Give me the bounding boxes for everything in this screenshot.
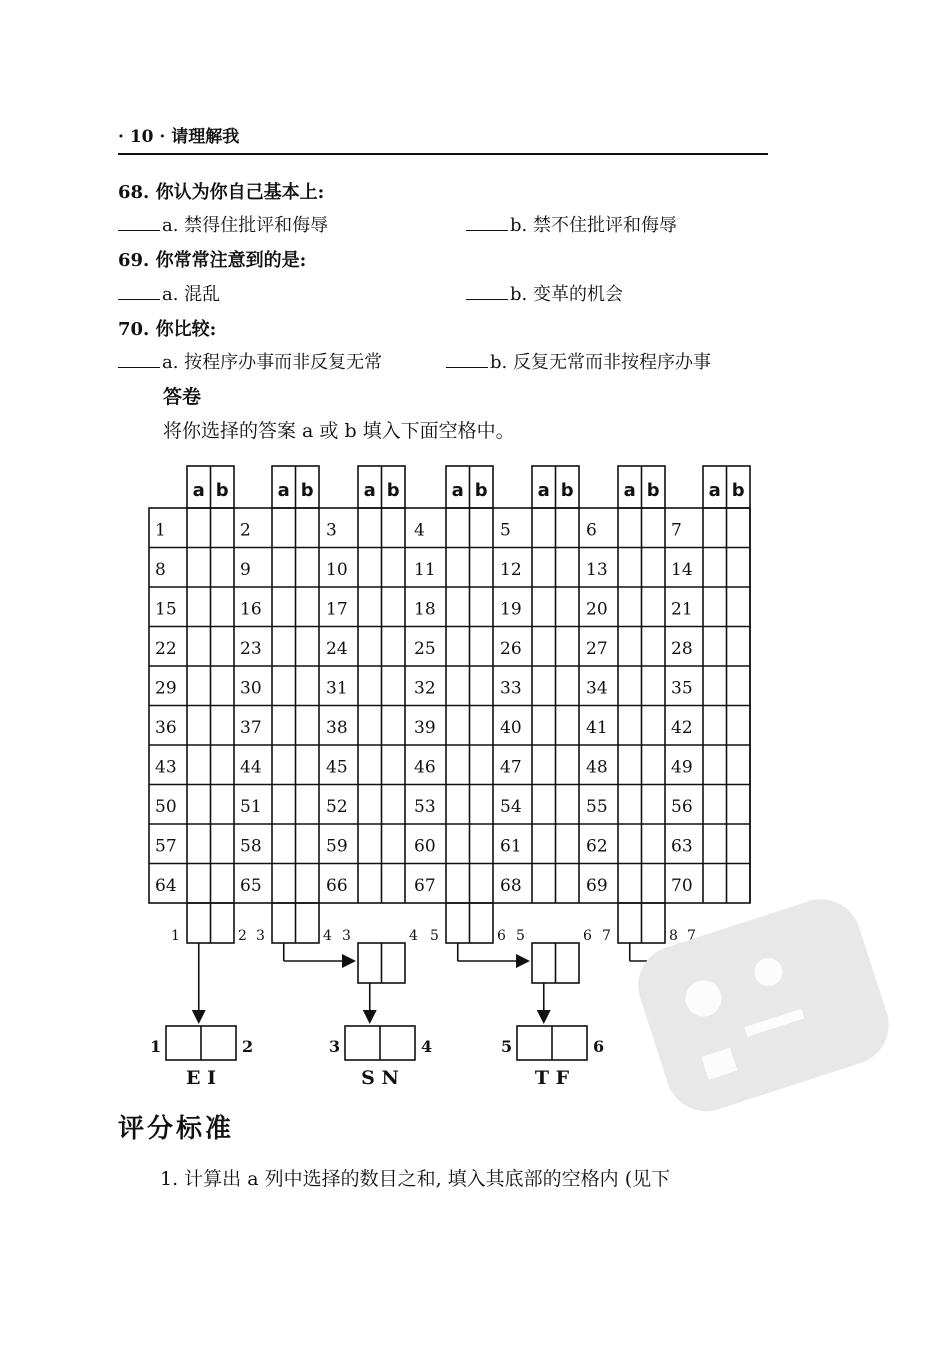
answer-cell-8-b[interactable] xyxy=(213,550,233,586)
answer-cell-18-b[interactable] xyxy=(472,589,492,625)
answer-cell-56-b[interactable] xyxy=(729,787,749,823)
answer-cell-67-b[interactable] xyxy=(472,866,492,902)
question-number-cell: 65 xyxy=(240,876,262,896)
question-number-cell: 52 xyxy=(326,797,348,817)
answer-cell-38-a[interactable] xyxy=(360,708,380,744)
question-number-cell: 67 xyxy=(414,876,436,896)
answer-cell-5-b[interactable] xyxy=(558,510,578,546)
option-text: b. 反复无常而非按程序办事 xyxy=(490,352,711,373)
question-number-cell: 16 xyxy=(240,599,262,620)
question-number-cell: 49 xyxy=(671,757,693,778)
answer-cell-22-a[interactable] xyxy=(189,629,209,665)
column-a-label: a xyxy=(537,480,550,501)
column-b-label: b xyxy=(386,480,400,501)
question-number-cell: 56 xyxy=(671,797,693,817)
question-number-cell: 4 xyxy=(414,520,425,541)
page-number: · 10 · xyxy=(118,127,166,147)
column-a-label: a xyxy=(277,480,290,501)
answer-cell-42-b[interactable] xyxy=(729,708,749,744)
answer-cell-21-b[interactable] xyxy=(729,589,749,625)
answer-cell-65-b[interactable] xyxy=(298,866,318,902)
answer-cell-64-a[interactable] xyxy=(189,866,209,902)
question-number-cell: 11 xyxy=(414,560,436,580)
arrow-right-icon xyxy=(516,954,530,968)
result-label-left: 3 xyxy=(329,1037,341,1056)
answer-cell-10-b[interactable] xyxy=(384,550,404,586)
answer-cell-35-b[interactable] xyxy=(729,668,749,704)
question-number-cell: 43 xyxy=(155,757,177,778)
type-letters: T F xyxy=(534,1067,570,1089)
column-b-label: b xyxy=(215,480,229,501)
answer-cell-34-a[interactable] xyxy=(620,668,640,704)
answer-cell-48-b[interactable] xyxy=(644,747,664,783)
answer-cell-43-a[interactable] xyxy=(189,747,209,783)
answer-cell-62-a[interactable] xyxy=(620,826,640,862)
answer-cell-55-b[interactable] xyxy=(644,787,664,823)
answer-cell-23-a[interactable] xyxy=(274,629,294,665)
question-number-cell: 32 xyxy=(414,678,436,699)
question-number-cell: 45 xyxy=(326,757,348,778)
answer-cell-13-b[interactable] xyxy=(644,550,664,586)
question-number-cell: 53 xyxy=(414,797,436,817)
sum-label-right: 2 xyxy=(238,928,247,944)
answer-cell-35-a[interactable] xyxy=(705,668,725,704)
answer-cell-41-b[interactable] xyxy=(644,708,664,744)
question-number-cell: 13 xyxy=(586,560,608,580)
answer-cell-54-a[interactable] xyxy=(534,787,554,823)
question-number-cell: 64 xyxy=(155,876,177,896)
question-number-cell: 8 xyxy=(155,560,166,580)
answer-cell-67-a[interactable] xyxy=(448,866,468,902)
answer-cell-53-a[interactable] xyxy=(448,787,468,823)
answer-cell-57-a[interactable] xyxy=(189,826,209,862)
answer-cell-63-b[interactable] xyxy=(729,826,749,862)
answer-cell-1-b[interactable] xyxy=(213,510,233,546)
question-number-cell: 69 xyxy=(586,876,608,896)
answer-cell-12-a[interactable] xyxy=(534,550,554,586)
question-number-cell: 10 xyxy=(326,560,348,580)
answer-cell-36-b[interactable] xyxy=(213,708,233,744)
answer-cell-46-b[interactable] xyxy=(472,747,492,783)
question-number-cell: 12 xyxy=(500,560,522,580)
column-b-label: b xyxy=(560,480,574,501)
sum-label-left: 3 xyxy=(256,928,265,944)
question-number-cell: 22 xyxy=(155,639,177,659)
type-letters: E I xyxy=(186,1067,216,1089)
answer-cell-54-b[interactable] xyxy=(558,787,578,823)
question-number-cell: 5 xyxy=(500,520,511,541)
question-number-cell: 3 xyxy=(326,520,337,541)
answer-cell-51-a[interactable] xyxy=(274,787,294,823)
column-a-label: a xyxy=(708,480,721,501)
answer-cell-31-a[interactable] xyxy=(360,668,380,704)
question-number-cell: 23 xyxy=(240,639,262,659)
answer-cell-17-b[interactable] xyxy=(384,589,404,625)
question-number-cell: 60 xyxy=(414,836,436,857)
answer-cell-42-a[interactable] xyxy=(705,708,725,744)
question-number-cell: 70 xyxy=(671,876,693,896)
answer-cell-47-b[interactable] xyxy=(558,747,578,783)
answer-cell-29-b[interactable] xyxy=(213,668,233,704)
option-text: a. 按程序办事而非反复无常 xyxy=(162,352,383,373)
question-number-cell: 63 xyxy=(671,836,693,857)
question-number-cell: 51 xyxy=(240,797,262,817)
question-number-cell: 41 xyxy=(586,718,608,738)
answer-cell-50-b[interactable] xyxy=(213,787,233,823)
answer-cell-44-a[interactable] xyxy=(274,747,294,783)
sum-label-right: 8 xyxy=(669,928,678,944)
answer-cell-24-a[interactable] xyxy=(360,629,380,665)
question-number-cell: 47 xyxy=(500,757,522,778)
answer-cell-22-b[interactable] xyxy=(213,629,233,665)
question-number-cell: 39 xyxy=(414,718,436,738)
answer-cell-24-b[interactable] xyxy=(384,629,404,665)
arrow-right-icon xyxy=(342,954,356,968)
answer-cell-27-a[interactable] xyxy=(620,629,640,665)
answer-cell-20-b[interactable] xyxy=(644,589,664,625)
watermark-seal xyxy=(620,880,910,1140)
answer-cell-30-a[interactable] xyxy=(274,668,294,704)
answer-cell-30-b[interactable] xyxy=(298,668,318,704)
question-number-cell: 24 xyxy=(326,639,348,659)
answer-cell-4-a[interactable] xyxy=(448,510,468,546)
sum-label-right: 6 xyxy=(583,928,592,944)
answer-cell-41-a[interactable] xyxy=(620,708,640,744)
answer-cell-8-a[interactable] xyxy=(189,550,209,586)
question-number-cell: 31 xyxy=(326,678,348,699)
question-number-cell: 15 xyxy=(155,599,177,620)
answer-cell-58-a[interactable] xyxy=(274,826,294,862)
answer-cell-33-b[interactable] xyxy=(558,668,578,704)
question-number-cell: 57 xyxy=(155,836,177,857)
question-number-cell: 55 xyxy=(586,797,608,817)
column-a-label: a xyxy=(192,480,205,501)
result-label-left: 1 xyxy=(150,1037,162,1056)
question-number-cell: 42 xyxy=(671,718,693,738)
sum-label-left: 7 xyxy=(602,928,611,944)
answer-cell-44-b[interactable] xyxy=(298,747,318,783)
answer-cell-6-b[interactable] xyxy=(644,510,664,546)
sum-label-left: 5 xyxy=(430,928,439,944)
question-number-cell: 68 xyxy=(500,876,522,896)
answer-cell-10-a[interactable] xyxy=(360,550,380,586)
question-number-cell: 20 xyxy=(586,599,608,620)
answer-cell-36-a[interactable] xyxy=(189,708,209,744)
answer-cell-66-a[interactable] xyxy=(360,866,380,902)
answer-cell-5-a[interactable] xyxy=(534,510,554,546)
answer-cell-25-b[interactable] xyxy=(472,629,492,665)
question-number-cell: 28 xyxy=(671,639,693,659)
scoring-heading: 评分标准 xyxy=(118,1114,235,1144)
answer-cell-62-b[interactable] xyxy=(644,826,664,862)
answer-cell-40-b[interactable] xyxy=(558,708,578,744)
answer-cell-27-b[interactable] xyxy=(644,629,664,665)
answer-cell-11-b[interactable] xyxy=(472,550,492,586)
answer-cell-59-a[interactable] xyxy=(360,826,380,862)
answer-cell-29-a[interactable] xyxy=(189,668,209,704)
column-b-label: b xyxy=(646,480,660,501)
arrow-down-icon xyxy=(192,1010,206,1024)
question-number-cell: 2 xyxy=(240,520,251,541)
answer-cell-38-b[interactable] xyxy=(384,708,404,744)
column-b-label: b xyxy=(731,480,745,501)
question-text: 你比较: xyxy=(155,319,217,340)
scoring-item-1: 1. 计算出 a 列中选择的数目之和, 填入其底部的空格内 (见下 xyxy=(160,1168,671,1190)
question-number-cell: 18 xyxy=(414,599,436,620)
answer-cell-58-b[interactable] xyxy=(298,826,318,862)
question-number-cell: 66 xyxy=(326,876,348,896)
answer-cell-68-a[interactable] xyxy=(534,866,554,902)
answer-cell-46-a[interactable] xyxy=(448,747,468,783)
question-number-cell: 48 xyxy=(586,757,608,778)
answer-cell-23-b[interactable] xyxy=(298,629,318,665)
answer-cell-20-a[interactable] xyxy=(620,589,640,625)
question-number-cell: 59 xyxy=(326,836,348,857)
sum-label-right: 4 xyxy=(323,928,332,944)
answer-cell-37-a[interactable] xyxy=(274,708,294,744)
sum-label-left: 5 xyxy=(516,928,525,944)
question-number: 70. xyxy=(118,319,150,340)
answer-cell-52-a[interactable] xyxy=(360,787,380,823)
answer-cell-17-a[interactable] xyxy=(360,589,380,625)
answer-cell-7-a[interactable] xyxy=(705,510,725,546)
answer-cell-31-b[interactable] xyxy=(384,668,404,704)
answer-cell-28-b[interactable] xyxy=(729,629,749,665)
answer-cell-50-a[interactable] xyxy=(189,787,209,823)
answer-cell-43-b[interactable] xyxy=(213,747,233,783)
answer-cell-63-a[interactable] xyxy=(705,826,725,862)
answer-cell-32-a[interactable] xyxy=(448,668,468,704)
question-number-cell: 58 xyxy=(240,836,262,857)
answer-sheet-instruction: 将你选择的答案 a 或 b 填入下面空格中。 xyxy=(163,420,515,442)
question-number-cell: 7 xyxy=(671,520,682,541)
type-letters: S N xyxy=(361,1067,399,1089)
column-a-label: a xyxy=(363,480,376,501)
sum-label-left: 3 xyxy=(342,928,351,944)
option-text: b. 变革的机会 xyxy=(510,284,623,305)
answer-cell-26-b[interactable] xyxy=(558,629,578,665)
answer-cell-40-a[interactable] xyxy=(534,708,554,744)
question-number-cell: 26 xyxy=(500,639,522,659)
answer-cell-48-a[interactable] xyxy=(620,747,640,783)
result-label-right: 2 xyxy=(242,1037,254,1056)
sum-label-right: 6 xyxy=(497,928,506,944)
answer-cell-9-a[interactable] xyxy=(274,550,294,586)
answer-cell-6-a[interactable] xyxy=(620,510,640,546)
question-number-cell: 25 xyxy=(414,639,436,659)
answer-cell-3-b[interactable] xyxy=(384,510,404,546)
answer-cell-57-b[interactable] xyxy=(213,826,233,862)
answer-cell-47-a[interactable] xyxy=(534,747,554,783)
answer-cell-9-b[interactable] xyxy=(298,550,318,586)
question-number-cell: 35 xyxy=(671,678,693,699)
answer-cell-45-a[interactable] xyxy=(360,747,380,783)
answer-cell-18-a[interactable] xyxy=(448,589,468,625)
answer-cell-61-b[interactable] xyxy=(558,826,578,862)
answer-cell-34-b[interactable] xyxy=(644,668,664,704)
answer-cell-28-a[interactable] xyxy=(705,629,725,665)
question-number-cell: 9 xyxy=(240,560,251,580)
question-number-cell: 6 xyxy=(586,520,597,541)
question-number-cell: 14 xyxy=(671,560,693,580)
answer-cell-60-a[interactable] xyxy=(448,826,468,862)
answer-cell-3-a[interactable] xyxy=(360,510,380,546)
answer-cell-25-a[interactable] xyxy=(448,629,468,665)
sum-label-right: 4 xyxy=(409,928,418,944)
question-number-cell: 21 xyxy=(671,599,693,620)
question-number: 69. xyxy=(118,250,150,271)
answer-cell-39-a[interactable] xyxy=(448,708,468,744)
answer-cell-37-b[interactable] xyxy=(298,708,318,744)
answer-cell-21-a[interactable] xyxy=(705,589,725,625)
question-text: 你认为你自己基本上: xyxy=(155,182,325,203)
answer-cell-19-a[interactable] xyxy=(534,589,554,625)
question-number-cell: 30 xyxy=(240,678,262,699)
answer-cell-53-b[interactable] xyxy=(472,787,492,823)
answer-cell-13-a[interactable] xyxy=(620,550,640,586)
answer-cell-7-b[interactable] xyxy=(729,510,749,546)
answer-cell-49-b[interactable] xyxy=(729,747,749,783)
question-number-cell: 44 xyxy=(240,757,262,778)
answer-cell-49-a[interactable] xyxy=(705,747,725,783)
question-number-cell: 27 xyxy=(586,639,608,659)
sum-label-left: 7 xyxy=(687,928,696,944)
column-b-label: b xyxy=(300,480,314,501)
question-number-cell: 34 xyxy=(586,678,608,699)
answer-cell-51-b[interactable] xyxy=(298,787,318,823)
answer-cell-59-b[interactable] xyxy=(384,826,404,862)
arrow-down-icon xyxy=(363,1010,377,1024)
answer-cell-33-a[interactable] xyxy=(534,668,554,704)
column-b-label: b xyxy=(474,480,488,501)
answer-cell-68-b[interactable] xyxy=(558,866,578,902)
book-title: 请理解我 xyxy=(171,127,240,147)
question-number-cell: 36 xyxy=(155,718,177,738)
question-number-cell: 54 xyxy=(500,797,522,817)
answer-cell-64-b[interactable] xyxy=(213,866,233,902)
question-number-cell: 1 xyxy=(155,520,166,541)
question-number-cell: 38 xyxy=(326,718,348,738)
answer-cell-39-b[interactable] xyxy=(472,708,492,744)
question-number-cell: 50 xyxy=(155,797,177,817)
answer-cell-66-b[interactable] xyxy=(384,866,404,902)
answer-cell-15-b[interactable] xyxy=(213,589,233,625)
question-number-cell: 61 xyxy=(500,836,522,857)
option-text: a. 混乱 xyxy=(162,284,221,305)
column-a-label: a xyxy=(451,480,464,501)
option-text: a. 禁得住批评和侮辱 xyxy=(162,215,329,236)
question-number-cell: 40 xyxy=(500,718,522,738)
question-number-cell: 46 xyxy=(414,757,436,778)
question-number-cell: 62 xyxy=(586,836,608,857)
column-a-label: a xyxy=(623,480,636,501)
answer-cell-2-a[interactable] xyxy=(274,510,294,546)
question-number-cell: 33 xyxy=(500,678,522,699)
arrow-down-icon xyxy=(537,1010,551,1024)
result-label-left: 5 xyxy=(501,1037,513,1056)
answer-cell-4-b[interactable] xyxy=(472,510,492,546)
question-number-cell: 17 xyxy=(326,599,348,620)
answer-cell-55-a[interactable] xyxy=(620,787,640,823)
answer-cell-60-b[interactable] xyxy=(472,826,492,862)
answer-cell-14-b[interactable] xyxy=(729,550,749,586)
answer-cell-52-b[interactable] xyxy=(384,787,404,823)
answer-cell-19-b[interactable] xyxy=(558,589,578,625)
question-text: 你常常注意到的是: xyxy=(155,250,307,271)
answer-cell-12-b[interactable] xyxy=(558,550,578,586)
answer-cell-14-a[interactable] xyxy=(705,550,725,586)
answer-cell-2-b[interactable] xyxy=(298,510,318,546)
result-label-right: 6 xyxy=(593,1037,605,1056)
result-label-right: 4 xyxy=(421,1037,433,1056)
sum-label-left: 1 xyxy=(171,928,180,944)
answer-cell-1-a[interactable] xyxy=(189,510,209,546)
answer-cell-45-b[interactable] xyxy=(384,747,404,783)
answer-cell-16-b[interactable] xyxy=(298,589,318,625)
question-number: 68. xyxy=(118,182,150,203)
answer-cell-16-a[interactable] xyxy=(274,589,294,625)
answer-cell-32-b[interactable] xyxy=(472,668,492,704)
answer-cell-26-a[interactable] xyxy=(534,629,554,665)
answer-cell-11-a[interactable] xyxy=(448,550,468,586)
question-number-cell: 19 xyxy=(500,599,522,620)
answer-cell-65-a[interactable] xyxy=(274,866,294,902)
answer-cell-61-a[interactable] xyxy=(534,826,554,862)
question-number-cell: 29 xyxy=(155,678,177,699)
question-number-cell: 37 xyxy=(240,718,262,738)
option-text: b. 禁不住批评和侮辱 xyxy=(510,215,677,236)
answer-cell-56-a[interactable] xyxy=(705,787,725,823)
answer-sheet-title: 答卷 xyxy=(163,386,202,408)
answer-cell-15-a[interactable] xyxy=(189,589,209,625)
